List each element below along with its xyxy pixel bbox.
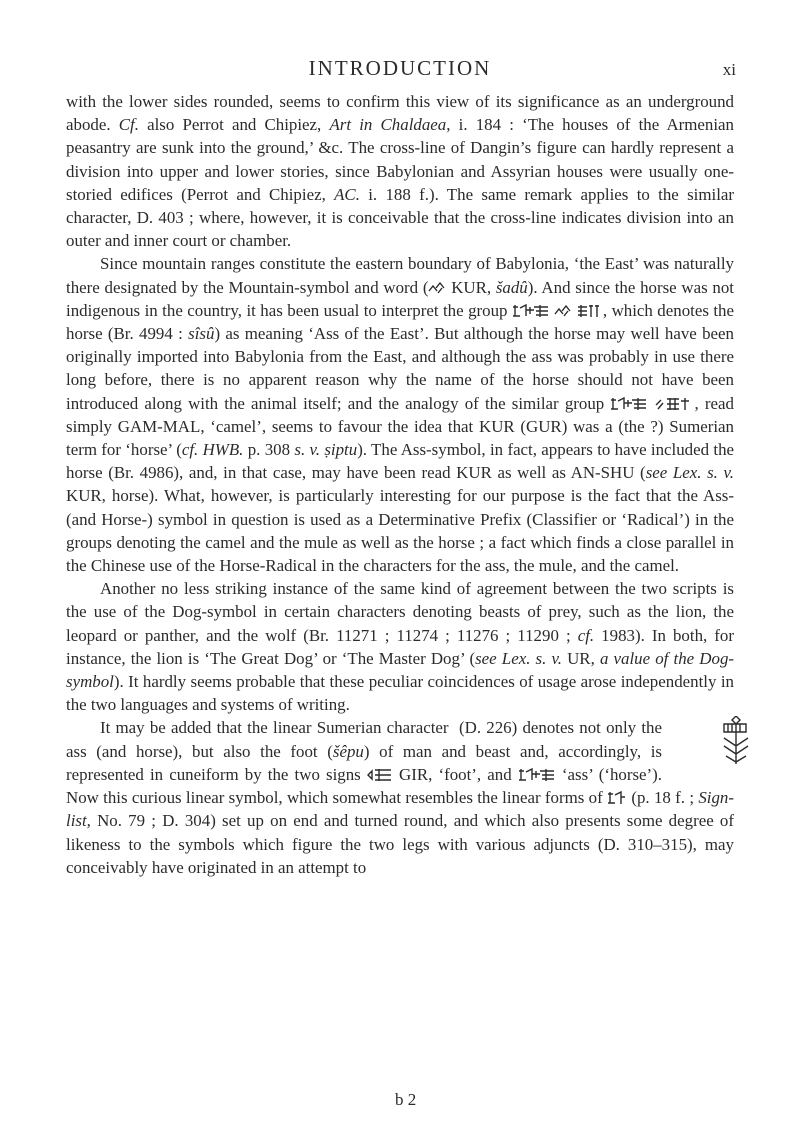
- ass-sign-icon: [518, 768, 556, 782]
- text-run: šêpu: [332, 741, 364, 761]
- ass-sign-small-icon: [607, 791, 627, 805]
- text-run: i. 188 f.). The same remark applies to the similar character, D. 403 ; where, however, it is conceivable that the cross-line indicates division into an outer and inner court or chamber.: [66, 184, 735, 251]
- running-head: INTRODUCTION: [308, 56, 492, 80]
- text-run: Sign-list,: [66, 788, 734, 831]
- text-run: ) as meaning ‘Ass of the East’. But although the horse may well have been originally imported into Babylonia from the East, and although the ass was probably in use there long before, there is no apparent reason why the name of the horse should not have been introduced along with the animal itself; and the analogy of the similar group: [66, 324, 734, 413]
- text-run: ‘ass’ (‘horse’). Now this curious linear symbol, which somewhat resembles the linear forms of: [66, 764, 662, 808]
- text-run: also Perrot and Chipiez,: [138, 115, 330, 135]
- text-run: see Lex. s. v.: [645, 463, 735, 483]
- text-run: see Lex. s. v.: [475, 648, 562, 668]
- mountain-sign-icon: [428, 281, 446, 295]
- paragraph-1: [66, 90, 734, 252]
- book-title: Art in Chaldaea: [329, 115, 447, 135]
- mountain-sign-icon: [554, 304, 572, 318]
- text-run: , i. 184 : ‘The houses of the Armenian peasantry are sunk into the ground,’ &c. The cross-line of Dangin’s figure can hardly represent a division into upper and lower stories, since Babylonian and Assyrian houses were usually one-storied edifices (Perrot and Chipiez,: [66, 115, 734, 204]
- text-run: GIR, ‘foot’, and: [392, 764, 518, 784]
- body-text: [66, 90, 734, 879]
- linear-ass-foot-sign-icon: [668, 716, 732, 766]
- text-run: , read simply GAM-MAL, ‘camel’, seems to favour the idea that KUR (GUR) was a (the ?) Sumerian term for ‘horse’ (: [66, 393, 734, 460]
- text-run: ). And since the horse was not indigenous in the country, it has been usual to interpret the group: [66, 277, 734, 320]
- paragraph-2: [66, 252, 734, 577]
- text-run: No. 79 ; D. 304) set up on end and turned round, and which also presents some degree of likeness to the symbols which figure the two legs with various adjuncts (D. 310–315), may conceivably have originated in an attempt to: [66, 811, 734, 877]
- text-run: with the lower sides rounded, seems to confirm this view of its significance as an underground abode.: [66, 92, 734, 135]
- text-run: ). It hardly seems probable that these peculiar coincidences of usage arose independently in the two languages and systems of writing.: [66, 672, 734, 715]
- horse-group-sign-icon: [577, 304, 603, 318]
- text-run: sîsû: [188, 324, 215, 344]
- text-run: ). The Ass-symbol, in fact, appears to have included the horse (Br. 4986), and, in that case, may have been read KUR as well as AN-SHU (: [66, 440, 735, 483]
- text-run: a value of the Dog-symbol: [66, 648, 735, 692]
- text-run: 1983). In both, for instance, the lion is ‘The Great Dog’ or ‘The Master Dog’ (: [66, 625, 734, 668]
- text-run: UR,: [561, 648, 600, 668]
- gir-sign-icon: [367, 768, 393, 782]
- text-run: Since mountain ranges constitute the eastern boundary of Babylonia, ‘the East’ was naturally there designated by the Mountain-symbol and word (: [66, 254, 734, 297]
- text-run: p. 308: [243, 440, 295, 460]
- text-run: KUR, horse). What, however, is particularly interesting for our purpose is the fact that the Ass- (and Horse-) symbol in question is used as a Determinative Prefix (Classifier or ‘Radical’) in the groups denoting the camel and the mule as well as the horse ; a fact which finds a close parallel in the Chinese use of the Horse-Radical in the characters for the ass, the mule, and the camel.: [66, 486, 734, 576]
- text-run: s. v. ṣiptu: [294, 440, 358, 460]
- text-run: It may be added that the linear Sumerian character: [100, 718, 454, 738]
- paragraph-3: [66, 577, 734, 716]
- text-run: (p. 18 f. ;: [627, 788, 699, 808]
- abbreviation: AC.: [334, 184, 360, 204]
- text-run: ) of man and beast and, accordingly, is represented in cuneiform by the two signs: [66, 741, 662, 784]
- signature-mark: b 2: [395, 1090, 417, 1109]
- text-run: , which denotes the horse (Br. 4994 :: [66, 300, 734, 344]
- ass-sign-icon: [512, 304, 550, 318]
- text-run: KUR,: [446, 277, 496, 297]
- page-number: xi: [722, 60, 736, 79]
- text-run: Another no less striking instance of the same kind of agreement between the two scripts is the use of the Dog-symbol in certain characters denoting beasts of prey, such as the lion, the leopard or panther, and the wolf (Br. 11271 ; 11274 ; 11276 ; 11290 ;: [66, 579, 734, 645]
- text-run: cf.: [577, 625, 595, 645]
- text-run: (D. 226) denotes not only the ass (and horse), but also the foot (: [66, 718, 662, 761]
- text-run: Cf.: [118, 115, 139, 135]
- text-run: šadû: [495, 277, 528, 297]
- camel-group-sign-icon: [655, 397, 695, 411]
- text-run: cf. HWB.: [181, 440, 244, 460]
- ass-sign-icon: [610, 397, 648, 411]
- paragraph-4: [66, 716, 734, 878]
